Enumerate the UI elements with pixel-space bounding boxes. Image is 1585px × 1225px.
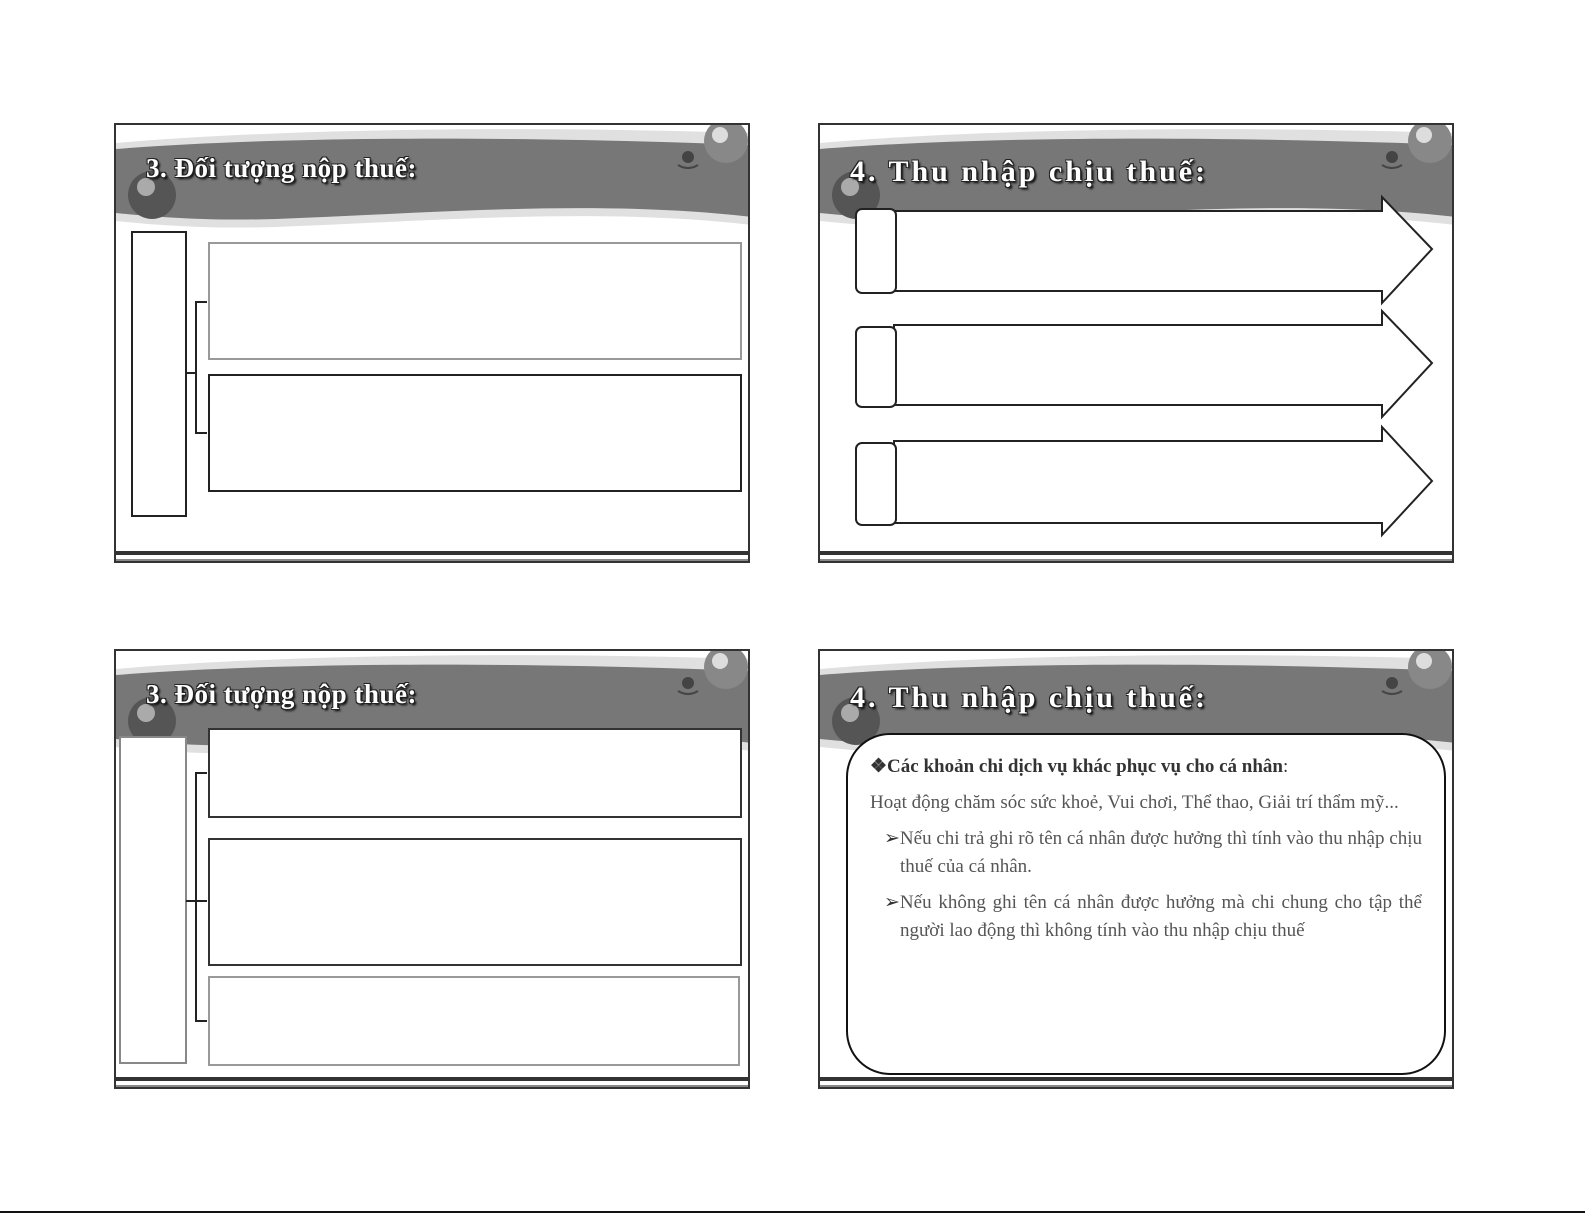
arrow-shape-3 (856, 427, 1432, 535)
lead-text: Các khoản chi dịch vụ khác phục vụ cho cá nhân (887, 756, 1283, 777)
content-box (846, 733, 1446, 1075)
slide-header-banner (116, 651, 750, 1089)
arrow-bullet-icon: ➢ (884, 828, 900, 849)
slide-header-banner (116, 125, 750, 563)
sub-bullet-1 (870, 825, 1422, 881)
footer-line (820, 551, 1452, 555)
sub-bullet-2 (870, 889, 1422, 945)
slide-2 (818, 123, 1454, 563)
arrow-shape-1 (856, 197, 1432, 303)
footer-line (116, 1077, 748, 1081)
footer-line-secondary (116, 559, 748, 561)
slide-title: 4. Thu nhập chịu thuế: (850, 681, 1209, 714)
sub-bullet-1-text: Nếu chi trả ghi rõ tên cá nhân được hưởng thì tính vào thu nhập chịu thuế của cá nhân. (899, 828, 1422, 877)
slide-3 (114, 649, 750, 1089)
lead-paragraph (870, 753, 1422, 781)
slide-title: 4. Thu nhập chịu thuế: (850, 155, 1209, 188)
arrow-shape-2 (856, 311, 1432, 417)
slide-header-banner (820, 125, 1454, 563)
footer-line-secondary (116, 1085, 748, 1087)
footer-line-secondary (820, 1085, 1452, 1087)
slide-title: 3. Đối tượng nộp thuế: (146, 153, 417, 183)
footer-line (116, 551, 748, 555)
page-bottom-rule (0, 1211, 1585, 1213)
sub-bullet-2-text: Nếu không ghi tên cá nhân được hưởng mà chi chung cho tập thể người lao động thì không tính vào thu nhập chịu thuế (899, 892, 1422, 941)
slide-title: 3. Đối tượng nộp thuế: (146, 679, 417, 709)
slide-1 (114, 123, 750, 563)
slide-4 (818, 649, 1454, 1089)
body-paragraph: Hoạt động chăm sóc sức khoẻ, Vui chơi, Thể thao, Giải trí thẩm mỹ... (870, 792, 1399, 813)
footer-line (820, 1077, 1452, 1081)
footer-line-secondary (820, 559, 1452, 561)
diamond-bullet-icon: ❖ (870, 756, 888, 777)
arrow-bullet-icon: ➢ (884, 892, 900, 913)
lead-suffix: : (1283, 756, 1289, 777)
